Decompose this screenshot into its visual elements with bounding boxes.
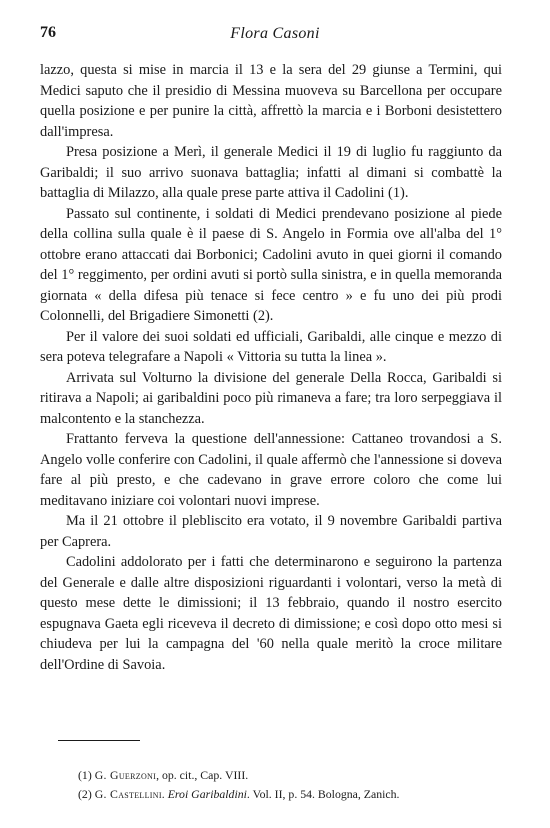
paragraph: lazzo, questa si mise in marcia il 13 e la sera del 29 giunse a Termini, qui Medici saputo che il presidio di Messina muoveva su Barcellona per occupare quella posizione e per punire la città, affrettò la marcia e i Borboni desistettero dall'impresa. xyxy=(40,62,502,140)
paragraph: Frattanto ferveva la questione dell'annessione: Cattaneo trovandosi a S. Angelo volle conferire con Cadolini, il quale affermò che l'annessione si doveva fare al più presto, e che cadevano in grave errore coloro che come lui meditavano iniziare coi volontari nuovi imprese. xyxy=(40,431,502,509)
paragraph: Passato sul continente, i soldati di Medici prendevano posizione al piede della collina sulla quale è il paese di S. Angelo in Formia ove all'alba del 1° ottobre erano attaccati dai Borbonici; Cadolini avuto in quei giorni il comando del 1° reggimento, per ordini avuti si portò sulla sinistra, e in quella memoranda giornata « della difesa più tenace si fece centro » e fu uno dei più prodi Colonnelli, del Brigadiere Simonetti (2). xyxy=(40,205,502,324)
page-number: 76 xyxy=(40,24,56,41)
footnote-mark: (1) xyxy=(78,768,92,782)
paragraph: Arrivata sul Volturno la divisione del generale Della Rocca, Garibaldi si ritirava a Napoli; ai garibaldini poco più rimaneva a fare; tra loro serpeggiava il malcontento e la stanchezza. xyxy=(40,369,502,427)
footnote-title: Eroi Garibaldini xyxy=(167,787,247,801)
page-header xyxy=(0,24,550,46)
footnote xyxy=(78,766,508,785)
paragraph: Per il valore dei suoi soldati ed ufficiali, Garibaldi, alle cinque e mezzo di sera poteva telegrafare a Napoli « Vittoria su tutta la linea ». xyxy=(40,328,502,365)
running-head: Flora Casoni xyxy=(230,25,320,42)
footnotes xyxy=(78,766,508,804)
body-text xyxy=(40,60,502,675)
footnote: (2) G. Castellini. Eroi Garibaldini. Vol. II, p. 54. Bologna, Zanich. xyxy=(78,787,400,801)
footnote-author: G. Castellini xyxy=(94,787,162,801)
footnote-mark: (2) xyxy=(78,787,92,801)
footnote-text: , op. cit., Cap. VIII. xyxy=(156,768,249,782)
paragraph: Cadolini addolorato per i fatti che determinarono e seguirono la partenza del Generale e dalle altre disposizioni riguardanti i volontari, verso la metà di questo mese dette le dimissioni; il 13 febbraio, quando il nostro esercito espugnava Gaeta egli riceveva il decreto di dimissione; e così dopo otto mesi si chiudeva per lui la campagna del '60 nella quale meritò la croce militare dell'Ordine di Savoia. xyxy=(40,554,502,673)
footnote-rule xyxy=(58,740,140,741)
paragraph: Ma il 21 ottobre il plebliscito era votato, il 9 novembre Garibaldi partiva per Caprera. xyxy=(40,513,502,550)
paragraph: Presa posizione a Merì, il generale Medici il 19 di luglio fu raggiunto da Garibaldi; il suo arrivo suonava battaglia; infatti al dimani si combattè la battaglia di Milazzo, alla quale prese parte attiva il Cadolini (1). xyxy=(40,144,502,201)
footnote-text: . Vol. II, p. 54. Bologna, Zanich. xyxy=(246,787,400,801)
footnote-author: G. Guerzoni xyxy=(94,768,157,782)
